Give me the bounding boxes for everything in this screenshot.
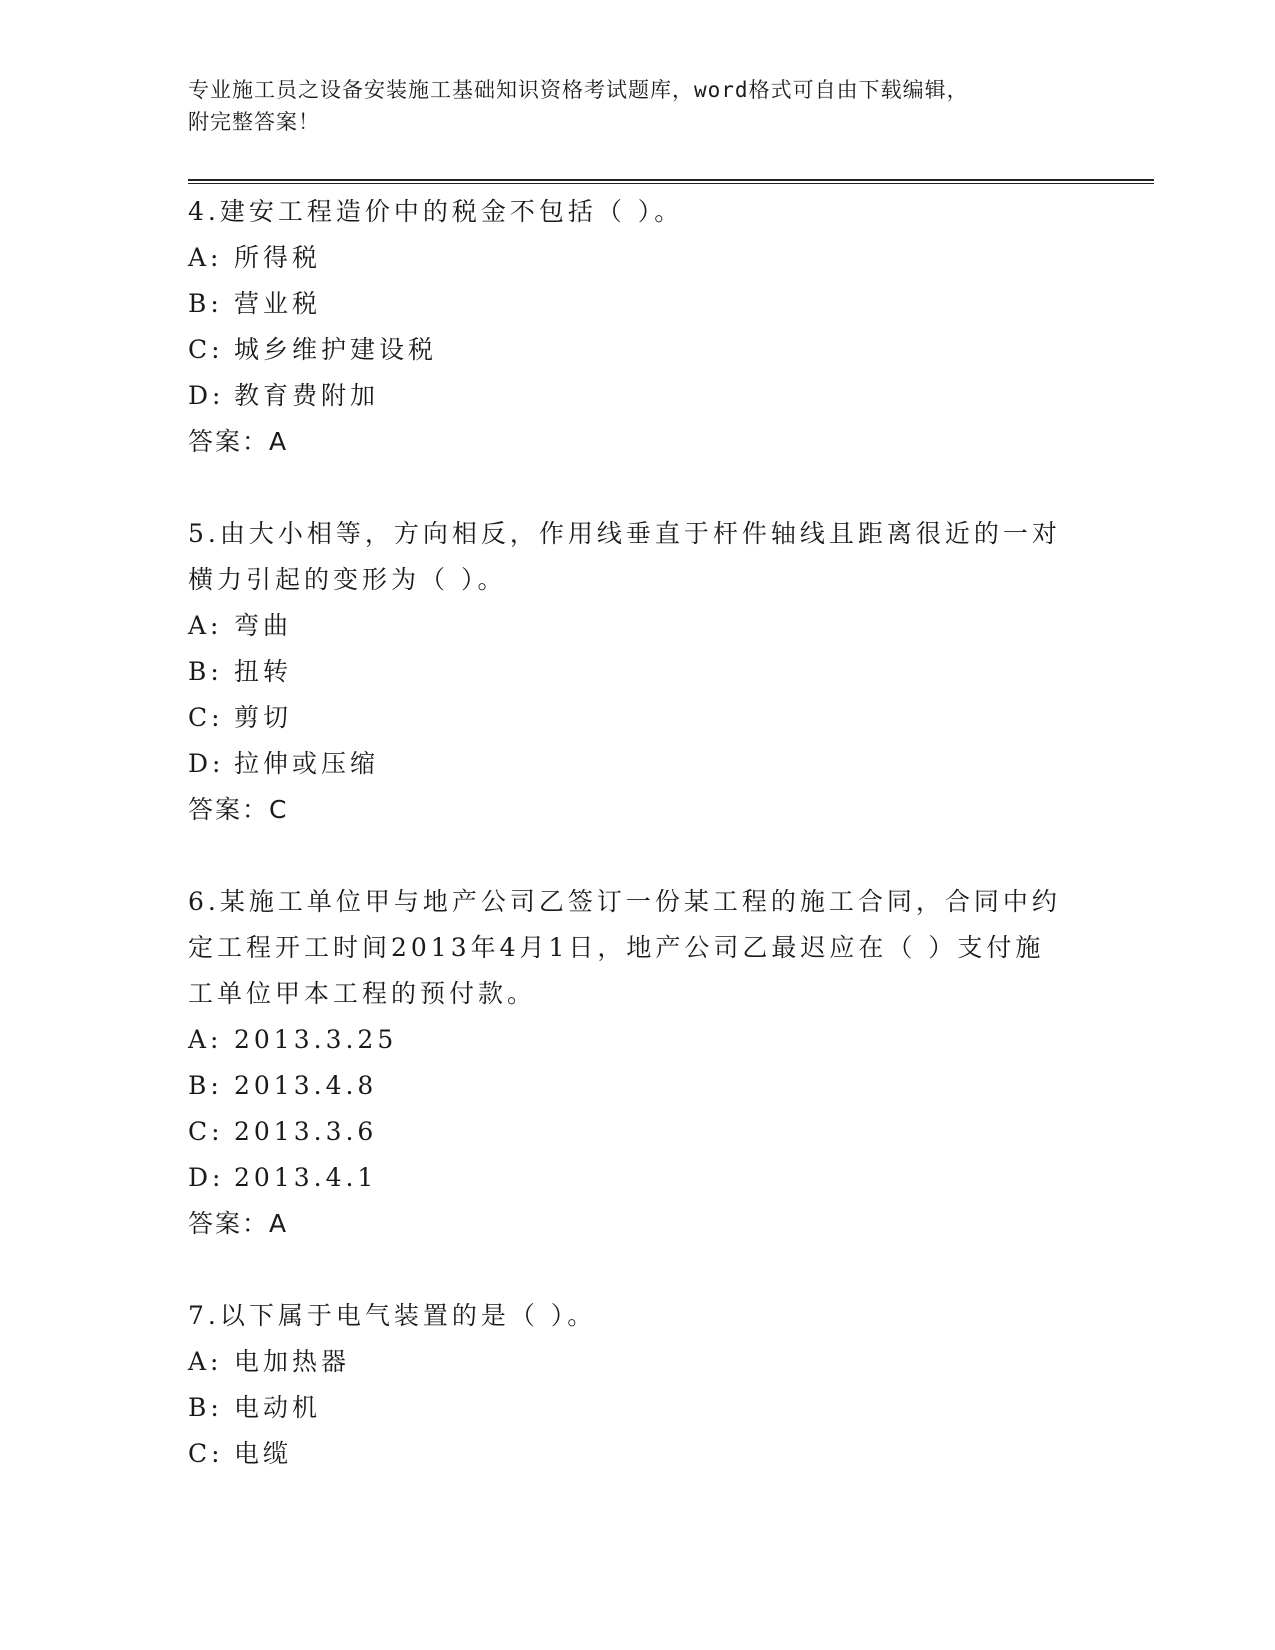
option-a (188, 1339, 1068, 1385)
option-text: 2013.3.25 (234, 1025, 398, 1054)
question-6 (188, 879, 1068, 1247)
question-stem: 7.以下属于电气装置的是（ ）。 (188, 1301, 597, 1330)
question-stem: 定工程开工时间2013年4月1日，地产公司乙最迟应在（ ）支付施 (188, 933, 1045, 962)
option-letter: C: (188, 335, 224, 364)
option-a (188, 235, 1068, 281)
option-text: 扭转 (234, 657, 293, 686)
option-b (188, 281, 1068, 327)
option-letter: A: (188, 243, 223, 272)
option-d (188, 741, 1068, 787)
option-text: 剪切 (234, 703, 293, 732)
answer-line: 答案：A (188, 1209, 289, 1238)
question-stem: 横力引起的变形为（ ）。 (188, 565, 507, 594)
option-text: 营业税 (234, 289, 322, 318)
option-letter: B: (188, 1071, 223, 1100)
question-list (188, 189, 1068, 1523)
option-d (188, 373, 1068, 419)
option-b (188, 1063, 1068, 1109)
option-a (188, 1017, 1068, 1063)
option-text: 弯曲 (234, 611, 293, 640)
document-header (188, 74, 1108, 138)
option-letter: A: (188, 1025, 223, 1054)
option-c (188, 1431, 1068, 1477)
option-letter: B: (188, 289, 223, 318)
header-divider (188, 179, 1154, 184)
option-text: 所得税 (234, 243, 322, 272)
option-c (188, 1109, 1068, 1155)
option-text: 教育费附加 (234, 381, 380, 410)
header-title-line-2: 附完整答案！ (188, 110, 320, 134)
option-b (188, 649, 1068, 695)
option-letter: B: (188, 657, 223, 686)
option-letter: C: (188, 703, 224, 732)
option-text: 城乡维护建设税 (234, 335, 438, 364)
option-letter: A: (188, 611, 223, 640)
option-text: 2013.4.8 (234, 1071, 378, 1100)
question-stem: 工单位甲本工程的预付款。 (188, 979, 537, 1008)
option-text: 电动机 (234, 1393, 322, 1422)
option-text: 2013.4.1 (234, 1163, 378, 1192)
option-d (188, 1155, 1068, 1201)
option-text: 拉伸或压缩 (234, 749, 380, 778)
option-letter: D: (188, 381, 225, 410)
option-c (188, 695, 1068, 741)
option-c (188, 327, 1068, 373)
question-stem: 5.由大小相等，方向相反，作用线垂直于杆件轴线且距离很近的一对 (188, 519, 1061, 548)
option-letter: D: (188, 1163, 225, 1192)
option-b (188, 1385, 1068, 1431)
question-7 (188, 1293, 1068, 1477)
answer-line: 答案：C (188, 795, 289, 824)
question-4 (188, 189, 1068, 465)
header-title-line-1: 专业施工员之设备安装施工基础知识资格考试题库，word格式可自由下载编辑， (188, 78, 969, 102)
option-letter: C: (188, 1117, 224, 1146)
option-text: 2013.3.6 (234, 1117, 378, 1146)
option-letter: C: (188, 1439, 224, 1468)
option-a (188, 603, 1068, 649)
question-stem: 6.某施工单位甲与地产公司乙签订一份某工程的施工合同，合同中约 (188, 887, 1061, 916)
option-letter: A: (188, 1347, 223, 1376)
option-letter: D: (188, 749, 225, 778)
answer-line: 答案：A (188, 427, 289, 456)
option-letter: B: (188, 1393, 223, 1422)
option-text: 电缆 (234, 1439, 293, 1468)
option-text: 电加热器 (234, 1347, 351, 1376)
question-5 (188, 511, 1068, 833)
question-stem: 4.建安工程造价中的税金不包括（ ）。 (188, 197, 684, 226)
